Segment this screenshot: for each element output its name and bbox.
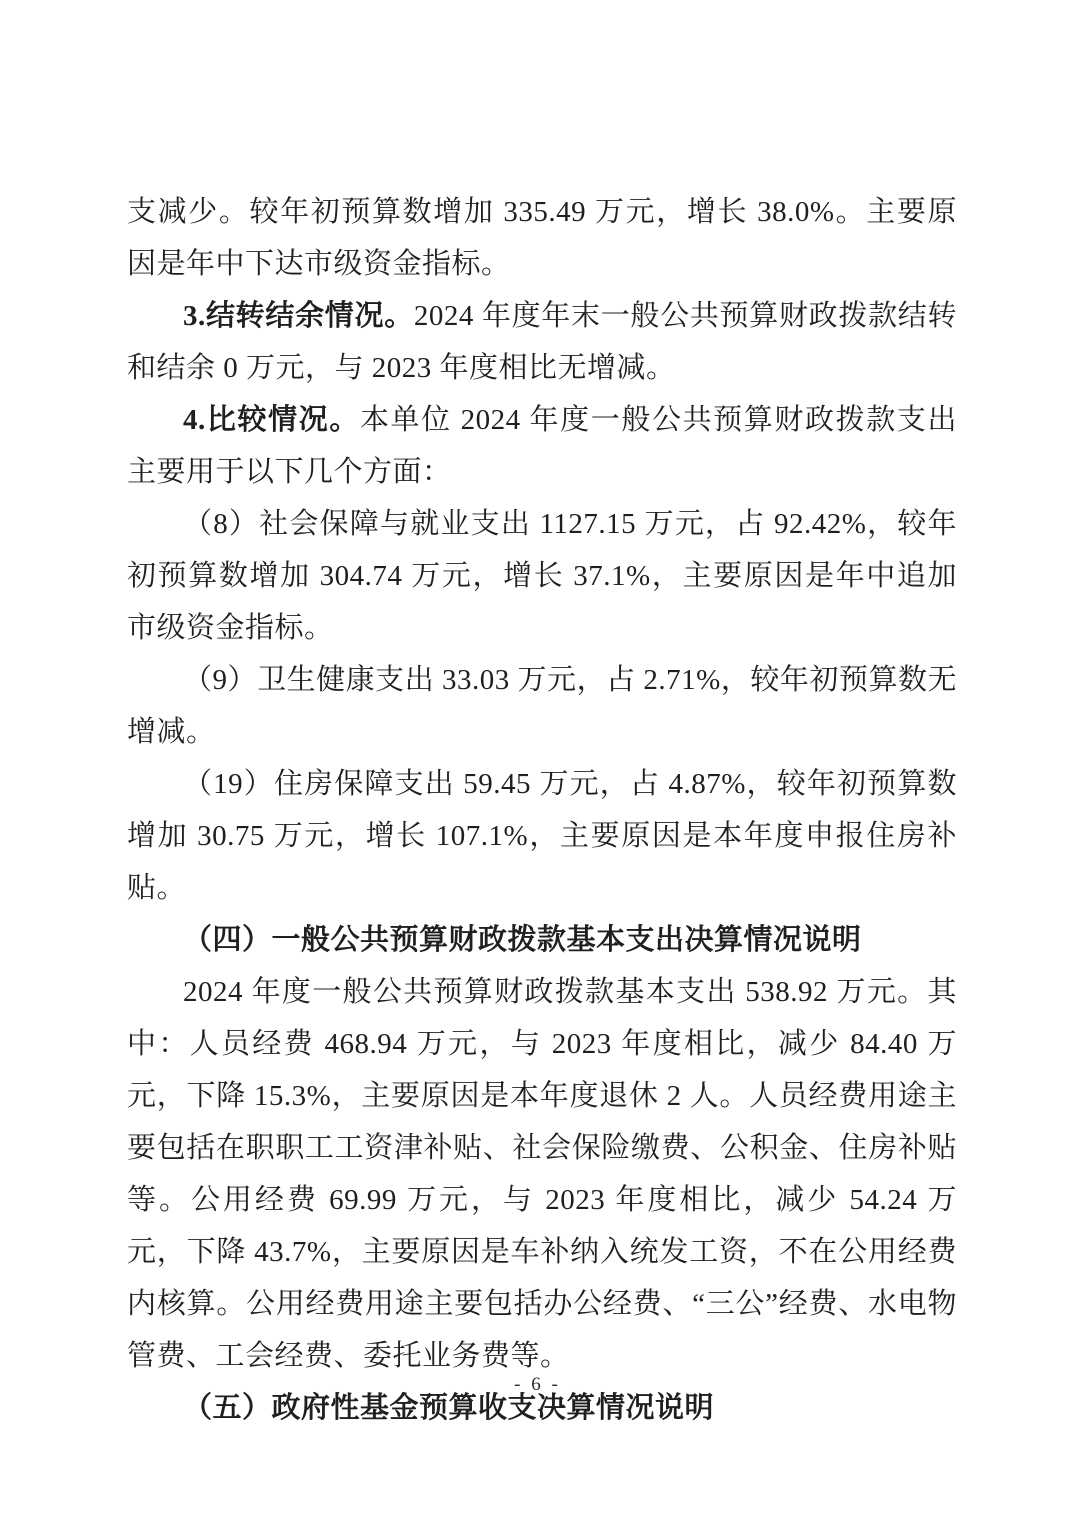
heading-text-run: （五）政府性基金预算收支决算情况说明 xyxy=(183,1392,715,1424)
paragraph xyxy=(127,186,957,290)
text-run: 支减少。较年初预算数增加 335.49 万元，增长 38.0%。主要原因是年中下达市级资金指标。 xyxy=(127,196,957,280)
heading-text-run: 4.比较情况。 xyxy=(183,404,360,436)
text-run: 本单位 2024 年度一般公共预算财政拨款支出主要用于以下几个方面： xyxy=(127,404,957,488)
text-run: 2024 年度年末一般公共预算财政拨款结转和结余 0 万元，与 2023 年度相比无增减。 xyxy=(127,300,957,384)
text-run: 2024 年度一般公共预算财政拨款基本支出 538.92 万元。其中：人员经费 468.94 万元，与 2023 年度相比，减少 84.40 万元，下降 15.3%，主要原因是本年度退休 2 人。人员经费用途主要包括在职职工工资津补贴、社会保险缴费、公积金、住房补贴等。公用经费 69.99 万元，与 2023 年度相比，减少 54.24 万元，下降 43.7%，主要原因是车补纳入统发工资，不在公用经费内核算。公用经费用途主要包括办公经费、“三公”经费、水电物管费、工会经费、委托业务费等。 xyxy=(127,976,957,1372)
text-run: （8）社会保障与就业支出 1127.15 万元，占 92.42%，较年初预算数增加 304.74 万元，增长 37.1%，主要原因是年中追加市级资金指标。 xyxy=(127,508,957,644)
paragraph xyxy=(127,654,957,758)
text-run: （19）住房保障支出 59.45 万元，占 4.87%，较年初预算数增加 30.75 万元，增长 107.1%，主要原因是本年度申报住房补贴。 xyxy=(127,768,957,904)
heading-text-run: 3.结转结余情况。 xyxy=(183,300,414,332)
page-number: - 6 - xyxy=(514,1374,561,1395)
document-body xyxy=(127,186,957,1434)
paragraph xyxy=(127,394,957,498)
page-footer xyxy=(0,1374,1075,1396)
paragraph xyxy=(127,290,957,394)
paragraph xyxy=(127,966,957,1382)
paragraph xyxy=(127,914,957,966)
heading-text-run: （四）一般公共预算财政拨款基本支出决算情况说明 xyxy=(183,924,862,956)
paragraph xyxy=(127,758,957,914)
paragraph xyxy=(127,498,957,654)
text-run: （9）卫生健康支出 33.03 万元，占 2.71%，较年初预算数无增减。 xyxy=(127,664,957,748)
